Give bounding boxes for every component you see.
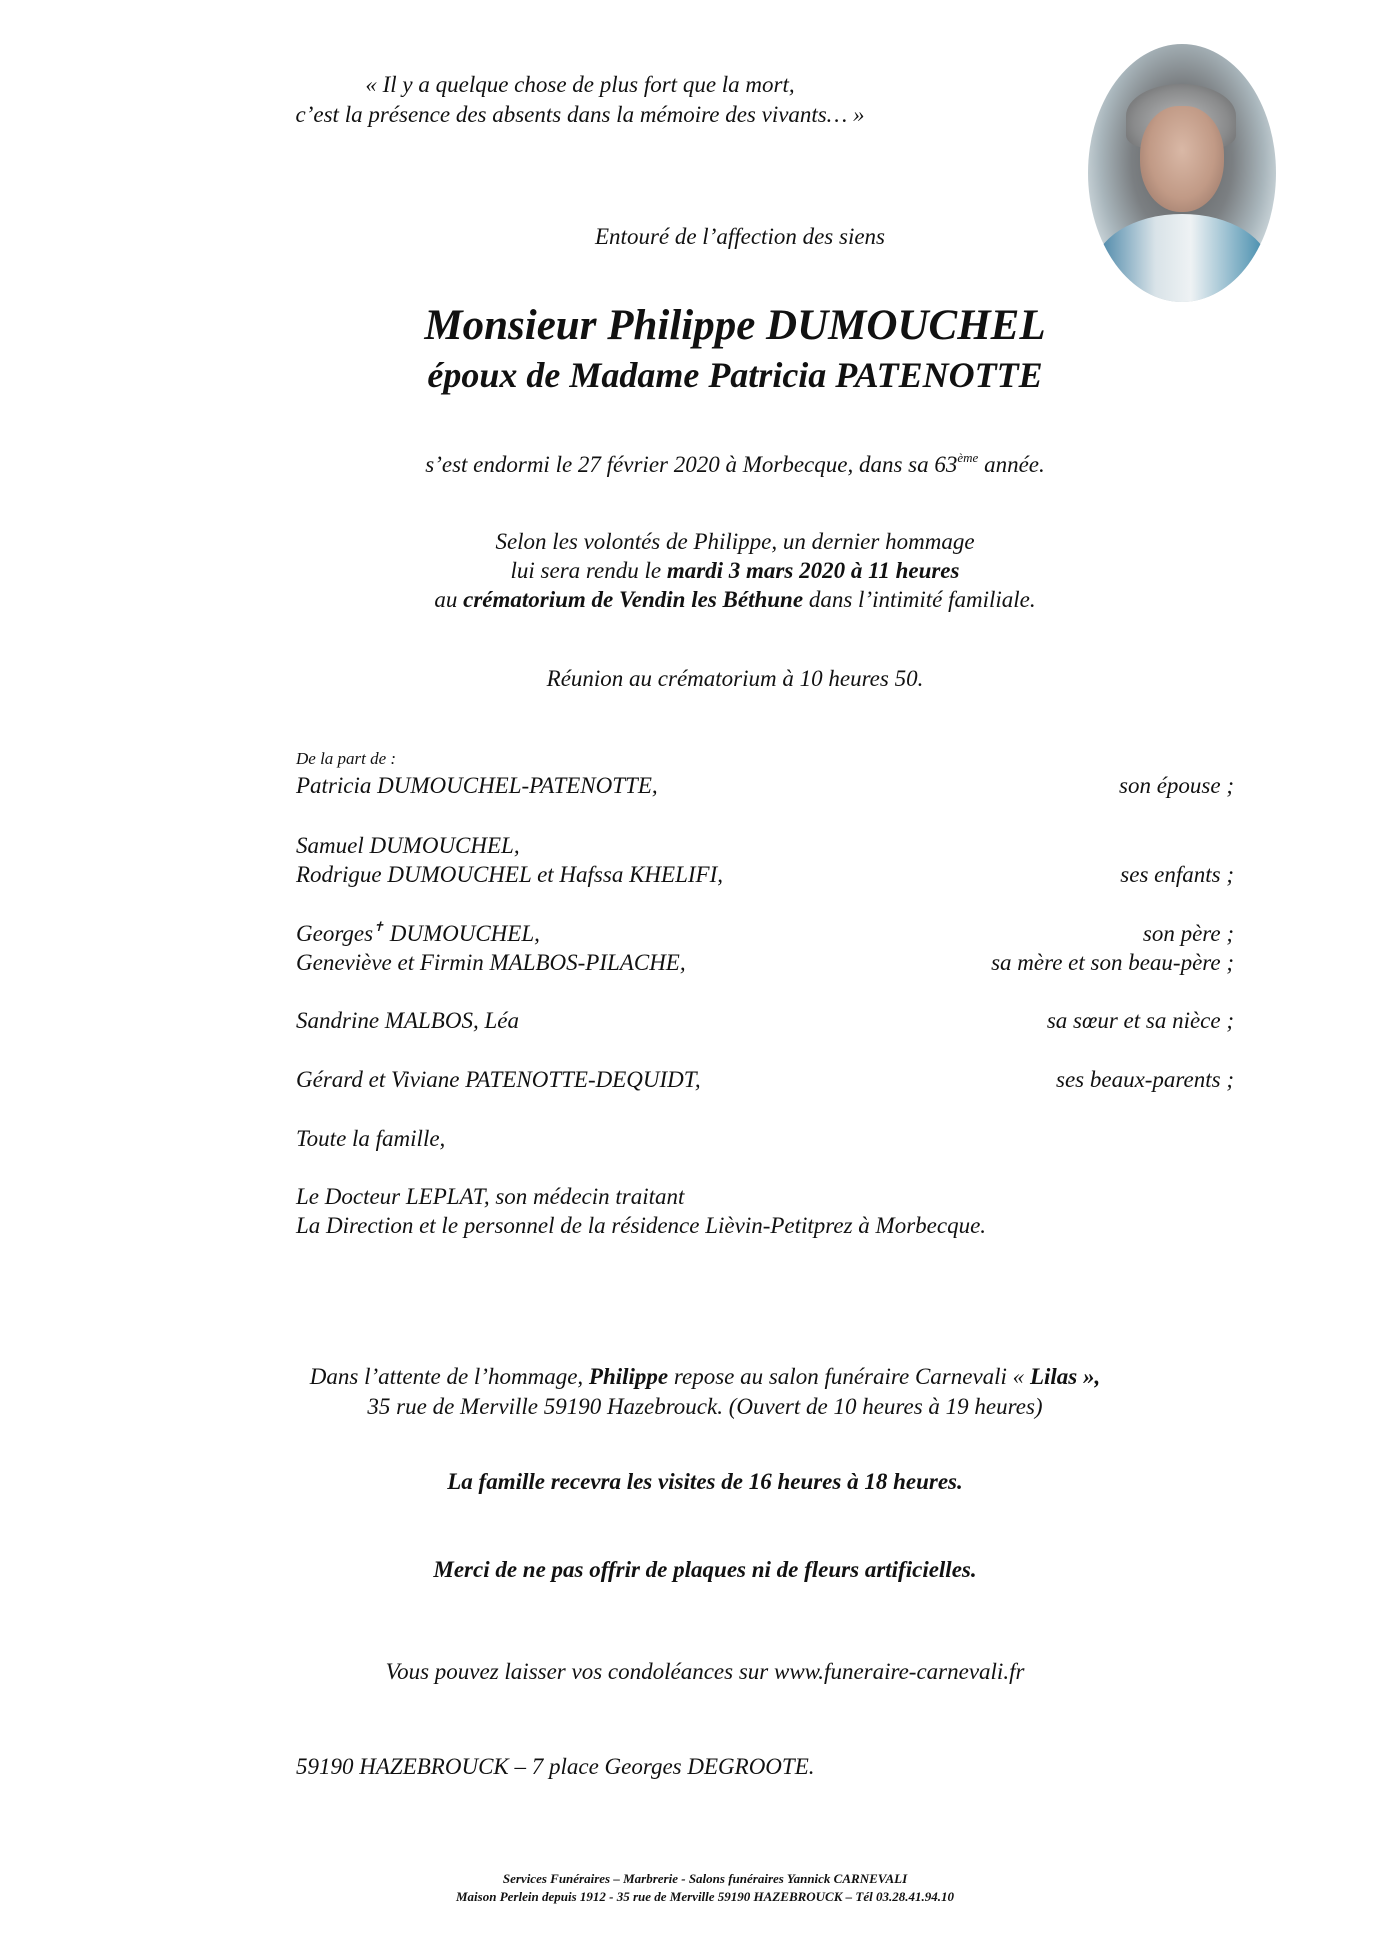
family-name: Toute la famille, [296,1126,446,1151]
no-flowers-line: Merci de ne pas offrir de plaques ni de fleurs artificielles. [433,1557,977,1582]
family-name: Geneviève et Firmin MALBOS-PILACHE, [296,950,686,975]
death-superscript: ème [957,450,979,465]
death-text: s’est endormi le 27 février 2020 à Morbecque, dans sa 63 [425,452,958,477]
hommage-line-2: lui sera rendu le mardi 3 mars 2020 à 11 heures [510,558,960,583]
salon-paragraph [240,1362,1170,1422]
family-relation: ses beaux-parents ; [1056,1067,1234,1092]
spouse-line: époux de Madame Patricia PATENOTTE [427,355,1043,395]
family-name: Sandrine MALBOS, Léa [296,1008,519,1033]
death-text-end: année. [978,452,1045,477]
family-relation: sa mère et son beau-père ; [991,950,1234,975]
condolences-line: Vous pouvez laisser vos condoléances sur www.funeraire-carnevali.fr [385,1659,1025,1684]
hommage-paragraph [330,527,1140,614]
family-relation: ses enfants ; [1120,862,1234,887]
footer [240,1870,1170,1906]
portrait-photo [1088,44,1276,302]
hommage-place: crématorium de Vendin les Béthune [463,587,804,612]
deceased-name: Monsieur Philippe DUMOUCHEL [424,302,1046,349]
family-relation: son père ; [1142,921,1234,946]
cross-icon: ✝ [373,919,384,934]
family-name: La Direction et le personnel de la résidence Lièvin-Petitprez à Morbecque. [296,1213,987,1238]
family-name: Gérard et Viviane PATENOTTE-DEQUIDT, [296,1067,701,1092]
visits-line: La famille recevra les visites de 16 heures à 18 heures. [447,1469,963,1494]
quote-line-1: « Il y a quelque chose de plus fort que la mort, [365,72,795,97]
address-line: 59190 HAZEBROUCK – 7 place Georges DEGROOTE. [296,1754,815,1779]
family-relation: son épouse ; [1119,773,1234,798]
salon-line-2: 35 rue de Merville 59190 Hazebrouck. (Ouvert de 10 heures à 19 heures) [367,1394,1043,1419]
footer-line-2: Maison Perlein depuis 1912 - 35 rue de Merville 59190 HAZEBROUCK – Tél 03.28.41.94.10 [456,1889,954,1904]
footer-line-1: Services Funéraires – Marbrerie - Salons funéraires Yannick CARNEVALI [502,1871,908,1886]
family-relation: sa sœur et sa nièce ; [1046,1008,1234,1033]
family-name: Samuel DUMOUCHEL, [296,833,520,858]
hommage-line-1: Selon les volontés de Philippe, un dernier hommage [495,529,975,554]
epigraph-quote [200,70,960,130]
family-name: Georges✝ DUMOUCHEL, [296,919,540,946]
salon-line-1: Dans l’attente de l’hommage, Philippe repose au salon funéraire Carnevali « Lilas », [309,1364,1101,1389]
reunion-line: Réunion au crématorium à 10 heures 50. [546,666,924,691]
hommage-line-3: au crématorium de Vendin les Béthune dans l’intimité familiale. [434,587,1036,612]
family-name: Patricia DUMOUCHEL-PATENOTTE, [296,773,658,798]
quote-line-2: c’est la présence des absents dans la mémoire des vivants… » [295,102,865,127]
from-label: De la part de : [296,749,397,768]
intro-line: Entouré de l’affection des siens [595,224,885,249]
hommage-date: mardi 3 mars 2020 à 11 heures [666,558,960,583]
family-name: Le Docteur LEPLAT, son médecin traitant [296,1184,685,1209]
family-name: Rodrigue DUMOUCHEL et Hafssa KHELIFI, [296,862,723,887]
death-notice-line [330,450,1140,480]
